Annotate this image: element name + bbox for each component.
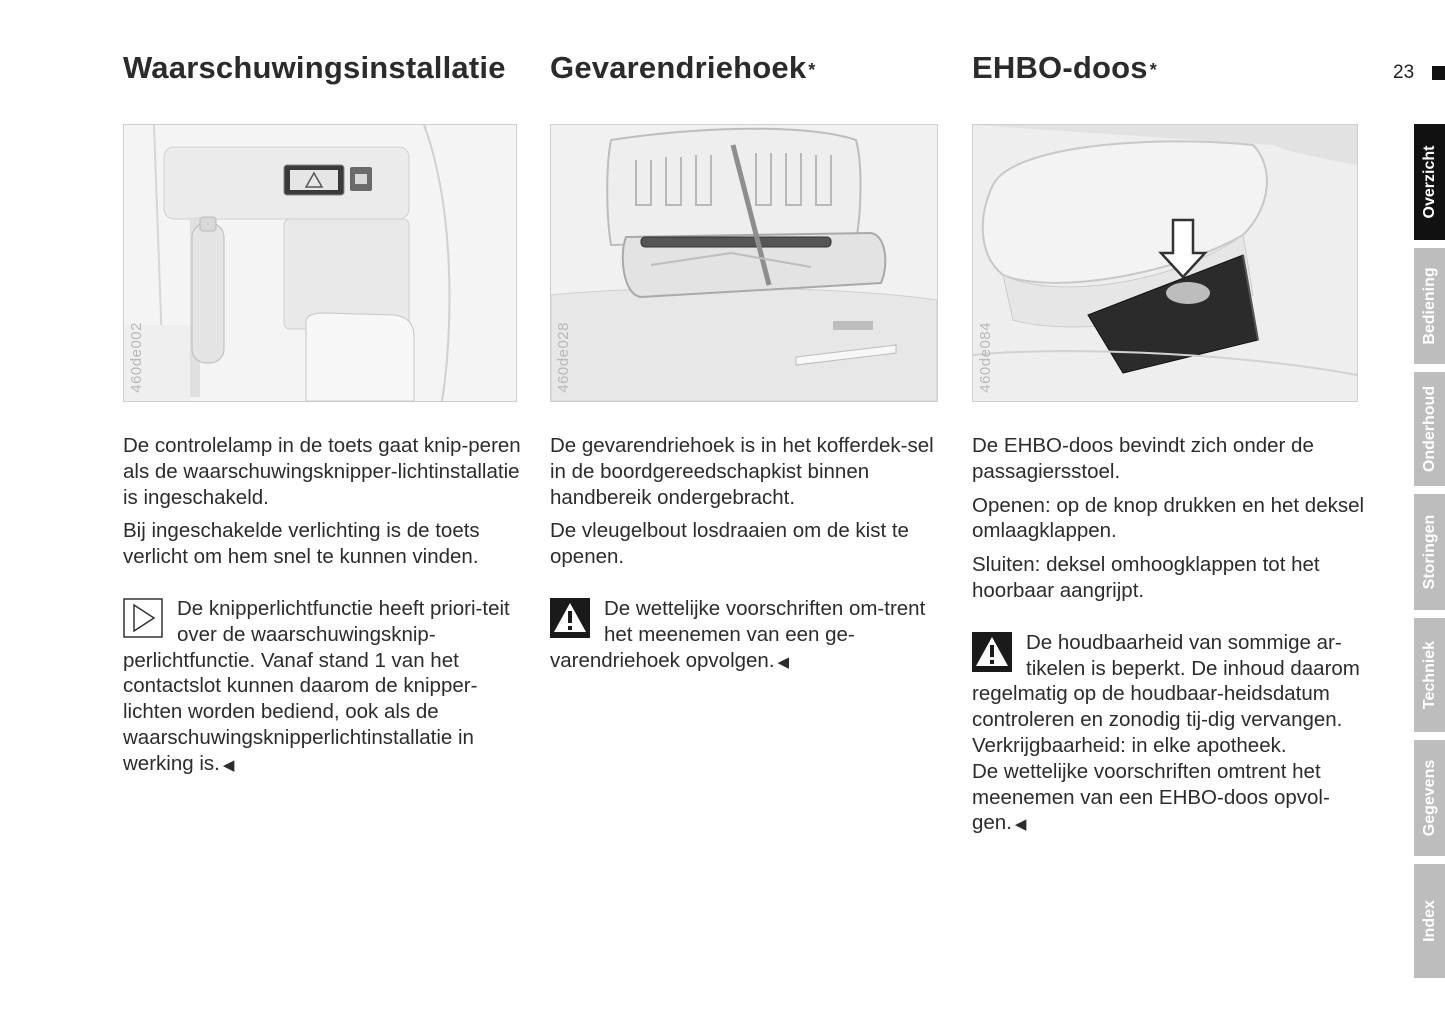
warning-text: De wettelijke voorschriften om-trent het meenemen van een ge-varendriehoek opvolgen. [550,596,926,672]
figure-warning-triangle [550,124,938,402]
tab-onderhoud[interactable]: Onderhoud [1414,372,1445,486]
paragraph: De EHBO-doos bevindt zich onder de passagiersstoel. [972,434,1314,483]
note-arrow-icon [123,598,163,638]
first-aid-box-illustration [973,125,1357,401]
tab-storingen[interactable]: Storingen [1414,494,1445,610]
tab-techniek[interactable]: Techniek [1414,618,1445,732]
warning-text-2: De wettelijke voorschriften omtrent het meenemen van een EHBO-doos opvol-gen. [972,759,1330,835]
warning-text: De houdbaarheid van sommige ar-tikelen is beperkt. De inhoud daarom regelmatig op de houdbaar-heidsdatum controleren en zonodig tij-dig vervangen. Verkrijgbaarheid: in elke apotheek. [972,630,1360,757]
figure-hazard-switch [123,124,517,402]
warning-icon [550,598,590,638]
figure-first-aid-box [972,124,1358,402]
heading-gevarendriehoek: Gevarendriehoek * [550,50,816,85]
figure-code: 460de028 [555,322,572,393]
heading-ehbo-doos: EHBO-doos * [972,50,1157,85]
end-mark-icon: ◀ [1014,816,1027,834]
warning-triangle-illustration [551,125,937,401]
tab-bediening[interactable]: Bediening [1414,248,1445,364]
warning-block [972,630,1377,838]
figure-code: 460de002 [128,322,145,393]
heading-waarschuwingsinstallatie: Waarschuwingsinstallatie [123,50,506,85]
tab-index[interactable]: Index [1414,864,1445,978]
page-number: 23 [1393,62,1415,83]
note-text: De knipperlichtfunctie heeft priori-teit over de waarschuwingsknip-perlichtfunctie. Vanaf stand 1 van het contactslot kunnen daarom de knipper-lichten worden bediend, ook als de waarschuwingsknipperlichtinstallatie in werking is. [123,596,510,775]
column-ehbo-doos [972,433,1377,838]
note-block [123,596,533,779]
column-waarschuwingsinstallatie [123,433,533,779]
paragraph: Bij ingeschakelde verlichting is de toets verlicht om hem snel te kunnen vinden. [123,519,480,569]
page-marker [1432,66,1445,80]
column-gevarendriehoek [550,433,952,675]
paragraph: Sluiten: deksel omhoogklappen tot het hoorbaar aangrijpt. [972,553,1320,602]
paragraph: Openen: op de knop drukken en het deksel omlaagklappen. [972,493,1365,543]
warning-block [550,596,952,675]
tab-gegevens[interactable]: Gegevens [1414,740,1445,856]
hazard-switch-illustration [124,125,516,401]
paragraph: De gevarendriehoek is in het kofferdek-sel in de boordgereedschapkist binnen handbereik ondergebracht. [550,434,934,509]
end-mark-icon: ◀ [777,653,790,671]
warning-icon [972,632,1012,672]
end-mark-icon: ◀ [222,756,235,774]
paragraph: De controlelamp in de toets gaat knip-peren als de waarschuwingsknipper-lichtinstallatie is ingeschakeld. [123,434,521,509]
paragraph: De vleugelbout losdraaien om de kist te openen. [550,519,909,569]
tab-overzicht[interactable]: Overzicht [1414,124,1445,240]
figure-code: 460de084 [977,322,994,393]
